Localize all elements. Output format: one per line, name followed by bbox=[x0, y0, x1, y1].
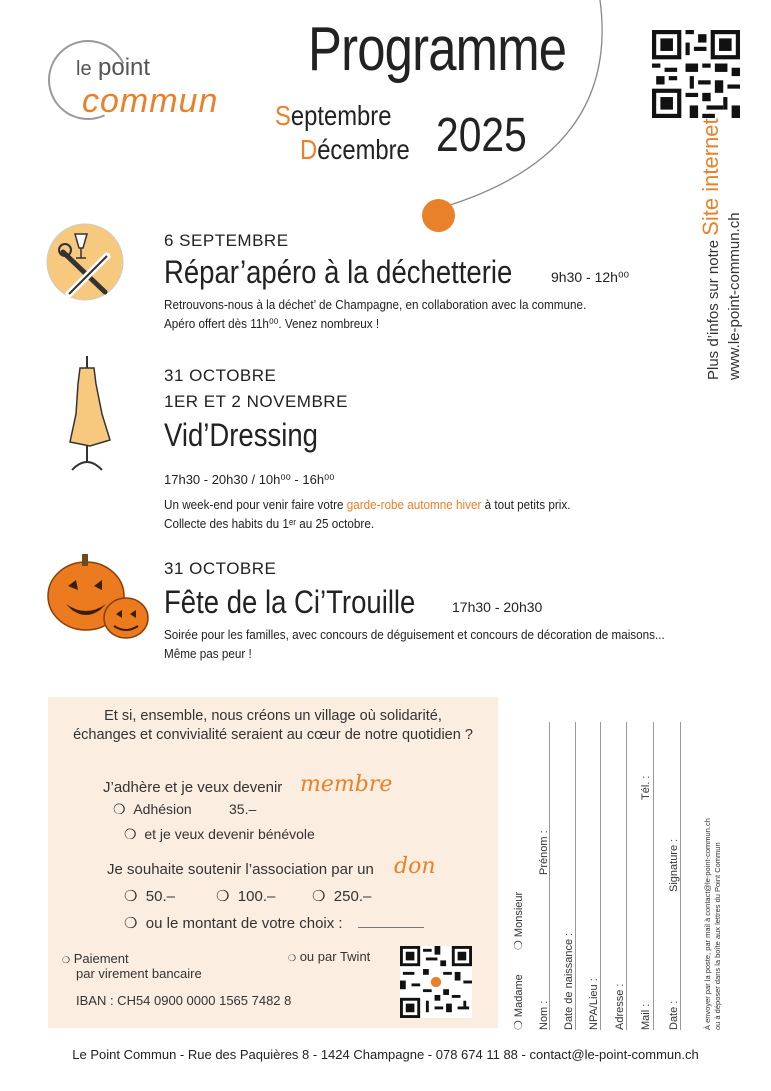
amount-50-option[interactable]: ❍ 50.– bbox=[124, 888, 175, 905]
site-url[interactable]: www.le-point-commun.ch bbox=[726, 212, 743, 380]
npa-field[interactable]: NPA/Lieu : bbox=[588, 978, 600, 1030]
soutien-label: Je souhaite soutenir l’association par un bbox=[107, 861, 374, 878]
custom-amount-line[interactable] bbox=[358, 927, 424, 928]
event2-time: 17h30 - 20h30 / 10h⁰⁰ - 16h⁰⁰ bbox=[164, 472, 335, 487]
event3-title: Fête de la Ci’Trouille bbox=[164, 584, 416, 620]
page-title: Programme bbox=[308, 15, 567, 84]
event2-date: 31 OCTOBRE bbox=[164, 366, 277, 385]
intro-line1: Et si, ensemble, nous créons un village où solidarité, bbox=[104, 708, 442, 724]
footer-contact: Le Point Commun - Rue des Paquières 8 - 1424 Champagne - 078 674 11 88 - contact@le-point-commun.ch bbox=[72, 1047, 699, 1062]
signature-field[interactable]: Signature : bbox=[668, 838, 680, 892]
month-end: Décembre bbox=[300, 134, 410, 165]
orange-dot bbox=[422, 199, 455, 232]
naissance-field[interactable]: Date de naissance : bbox=[563, 932, 575, 1030]
prenom-field[interactable]: Prénom : bbox=[538, 830, 550, 875]
year: 2025 bbox=[436, 109, 527, 162]
membre-script: membre bbox=[300, 772, 393, 797]
amount-100-option[interactable]: ❍ 100.– bbox=[216, 888, 276, 905]
event1-line2: Apéro offert dès 11h⁰⁰. Venez nombreux ! bbox=[164, 316, 380, 331]
date-field[interactable]: Date : bbox=[668, 1000, 680, 1030]
pumpkin-icon bbox=[44, 548, 154, 644]
event1-title: Répar’apéro à la déchetterie bbox=[164, 254, 513, 290]
site-prefix: Plus d’infos sur notre bbox=[705, 235, 722, 380]
envoi-line2: ou à déposer dans la boîte aux lettres du Point Commun bbox=[713, 842, 722, 1030]
logo-point: point bbox=[98, 54, 151, 81]
repair-tools-icon bbox=[45, 222, 129, 306]
madame-option[interactable]: ❍ Madame bbox=[513, 974, 525, 1030]
paiement-line2: par virement bancaire bbox=[76, 966, 202, 981]
iban: IBAN : CH54 0900 0000 1565 7482 8 bbox=[76, 993, 292, 1008]
event3-line2: Même pas peur ! bbox=[164, 646, 252, 661]
site-vertical-text bbox=[698, 50, 743, 380]
event1-time: 9h30 - 12h⁰⁰ bbox=[551, 269, 630, 285]
logo-commun: commun bbox=[82, 82, 219, 120]
tel-field[interactable]: Tél. : bbox=[640, 775, 652, 800]
twint-qr-code[interactable] bbox=[400, 946, 472, 1018]
paiement-option[interactable]: ❍ Paiement bbox=[62, 951, 129, 966]
mail-field[interactable]: Mail : bbox=[640, 1003, 652, 1030]
event2-line1: Un week-end pour venir faire votre garde-robe automne hiver à tout petits prix. bbox=[164, 497, 571, 512]
intro-line2: échanges et convivialité seraient au cœur de notre quotidien ? bbox=[73, 727, 473, 743]
event3-date: 31 OCTOBRE bbox=[164, 559, 277, 578]
benevole-option[interactable]: ❍ et je veux devenir bénévole bbox=[124, 826, 315, 842]
amount-250-option[interactable]: ❍ 250.– bbox=[312, 888, 372, 905]
month-start: Septembre bbox=[275, 100, 392, 131]
event2-line2: Collecte des habits du 1ᵉʳ au 25 octobre. bbox=[164, 516, 375, 531]
event3-line1: Soirée pour les familles, avec concours de déguisement et concours de décoration de maisons... bbox=[164, 627, 665, 642]
event2-date2: 1ER ET 2 NOVEMBRE bbox=[164, 392, 348, 411]
event1-heading bbox=[164, 254, 569, 291]
envoi-line1: À envoyer par la poste, par mail à contact@le-point-commun.ch bbox=[703, 818, 712, 1030]
logo-le: le bbox=[76, 58, 92, 80]
site-label: Site internet bbox=[698, 118, 723, 236]
event1-line1: Retrouvons-nous à la déchet’ de Champagne, en collaboration avec la commune. bbox=[164, 297, 587, 312]
don-script: don bbox=[394, 854, 436, 879]
custom-amount-option[interactable]: ❍ ou le montant de votre choix : bbox=[124, 915, 343, 932]
event1-date: 6 SEPTEMBRE bbox=[164, 231, 289, 250]
adhesion-option[interactable]: ❍ Adhésion bbox=[113, 801, 192, 817]
event2-title: Vid’Dressing bbox=[164, 417, 318, 453]
event3-time: 17h30 - 20h30 bbox=[452, 599, 543, 615]
nom-field[interactable]: Nom : bbox=[538, 1000, 550, 1030]
adhesion-price: 35.– bbox=[229, 801, 257, 817]
twint-option[interactable]: ❍ ou par Twint bbox=[288, 949, 371, 964]
adresse-field[interactable]: Adresse : bbox=[614, 983, 626, 1030]
monsieur-option[interactable]: ❍ Monsieur bbox=[513, 891, 525, 950]
adhere-label: J’adhère et je veux devenir bbox=[103, 779, 283, 796]
dress-mannequin-icon bbox=[56, 354, 118, 476]
